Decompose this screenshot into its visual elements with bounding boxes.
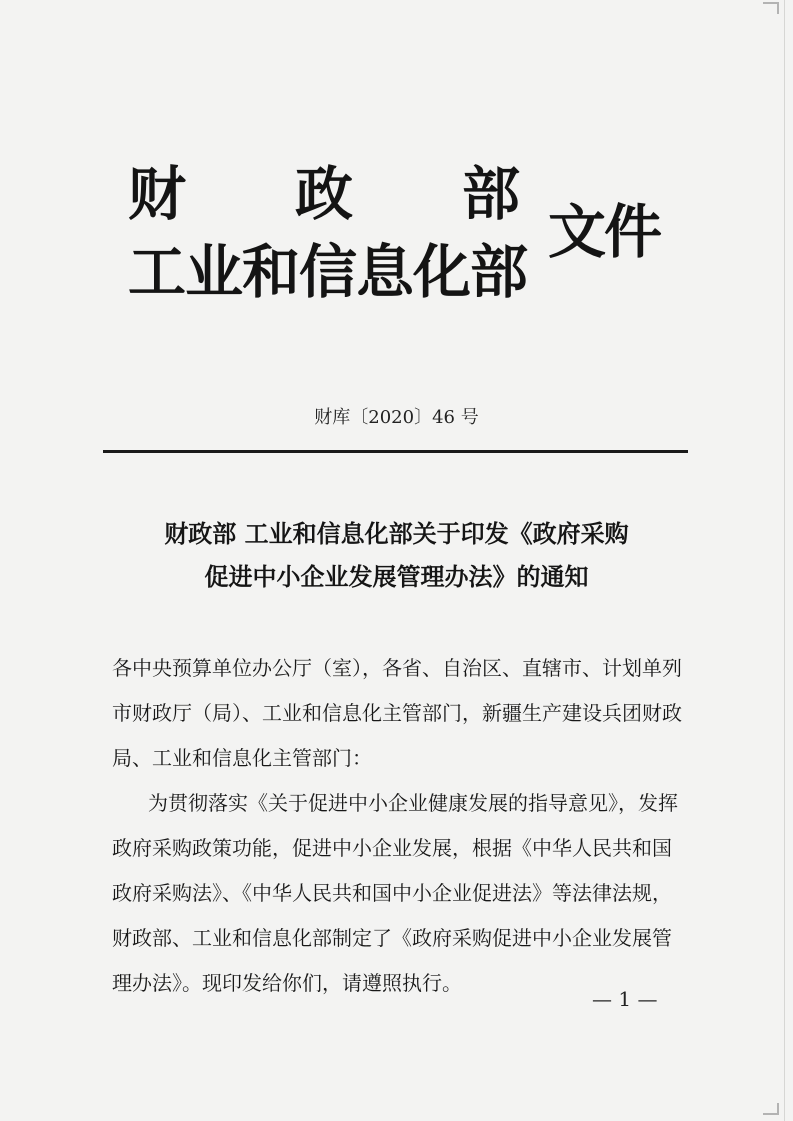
- corner-mark-bottom: [763, 1103, 779, 1115]
- body-line: 政府采购政策功能，促进中小企业发展，根据《中华人民共和国: [112, 836, 672, 860]
- body-line: 局、工业和信息化主管部门：: [112, 746, 372, 770]
- notice-title-line-1: 财政部 工业和信息化部关于印发《政府采购: [164, 520, 629, 548]
- corner-mark-top: [763, 2, 779, 14]
- document-number: 财库〔2020〕46 号: [314, 407, 479, 428]
- body-line: 财政部、工业和信息化部制定了《政府采购促进中小企业发展管: [112, 926, 672, 950]
- issuer-char: 财: [128, 160, 187, 228]
- body-line: 各中央预算单位办公厅（室），各省、自治区、直辖市、计划单列: [112, 656, 682, 680]
- body-line: 市财政厅（局）、工业和信息化主管部门，新疆生产建设兵团财政: [112, 701, 682, 725]
- notice-title-line-2: 促进中小企业发展管理办法》的通知: [204, 563, 589, 591]
- document-type-label: 文件: [548, 198, 661, 266]
- issuer-miit: 工业和信息化部: [128, 238, 528, 306]
- issuer-char: 政: [294, 160, 353, 228]
- scan-edge-line: [784, 0, 785, 1121]
- issuer-ministry-of-finance: [128, 162, 520, 226]
- body-line: 为贯彻落实《关于促进中小企业健康发展的指导意见》，发挥: [148, 791, 678, 815]
- issuer-char: 部: [461, 160, 520, 228]
- body-line: 理办法》。现印发给你们，请遵照执行。: [112, 971, 462, 995]
- body-line: 政府采购法》、《中华人民共和国中小企业促进法》等法律法规，: [112, 881, 672, 905]
- header-separator-rule: [103, 450, 688, 453]
- page-number: — 1 —: [592, 987, 658, 1011]
